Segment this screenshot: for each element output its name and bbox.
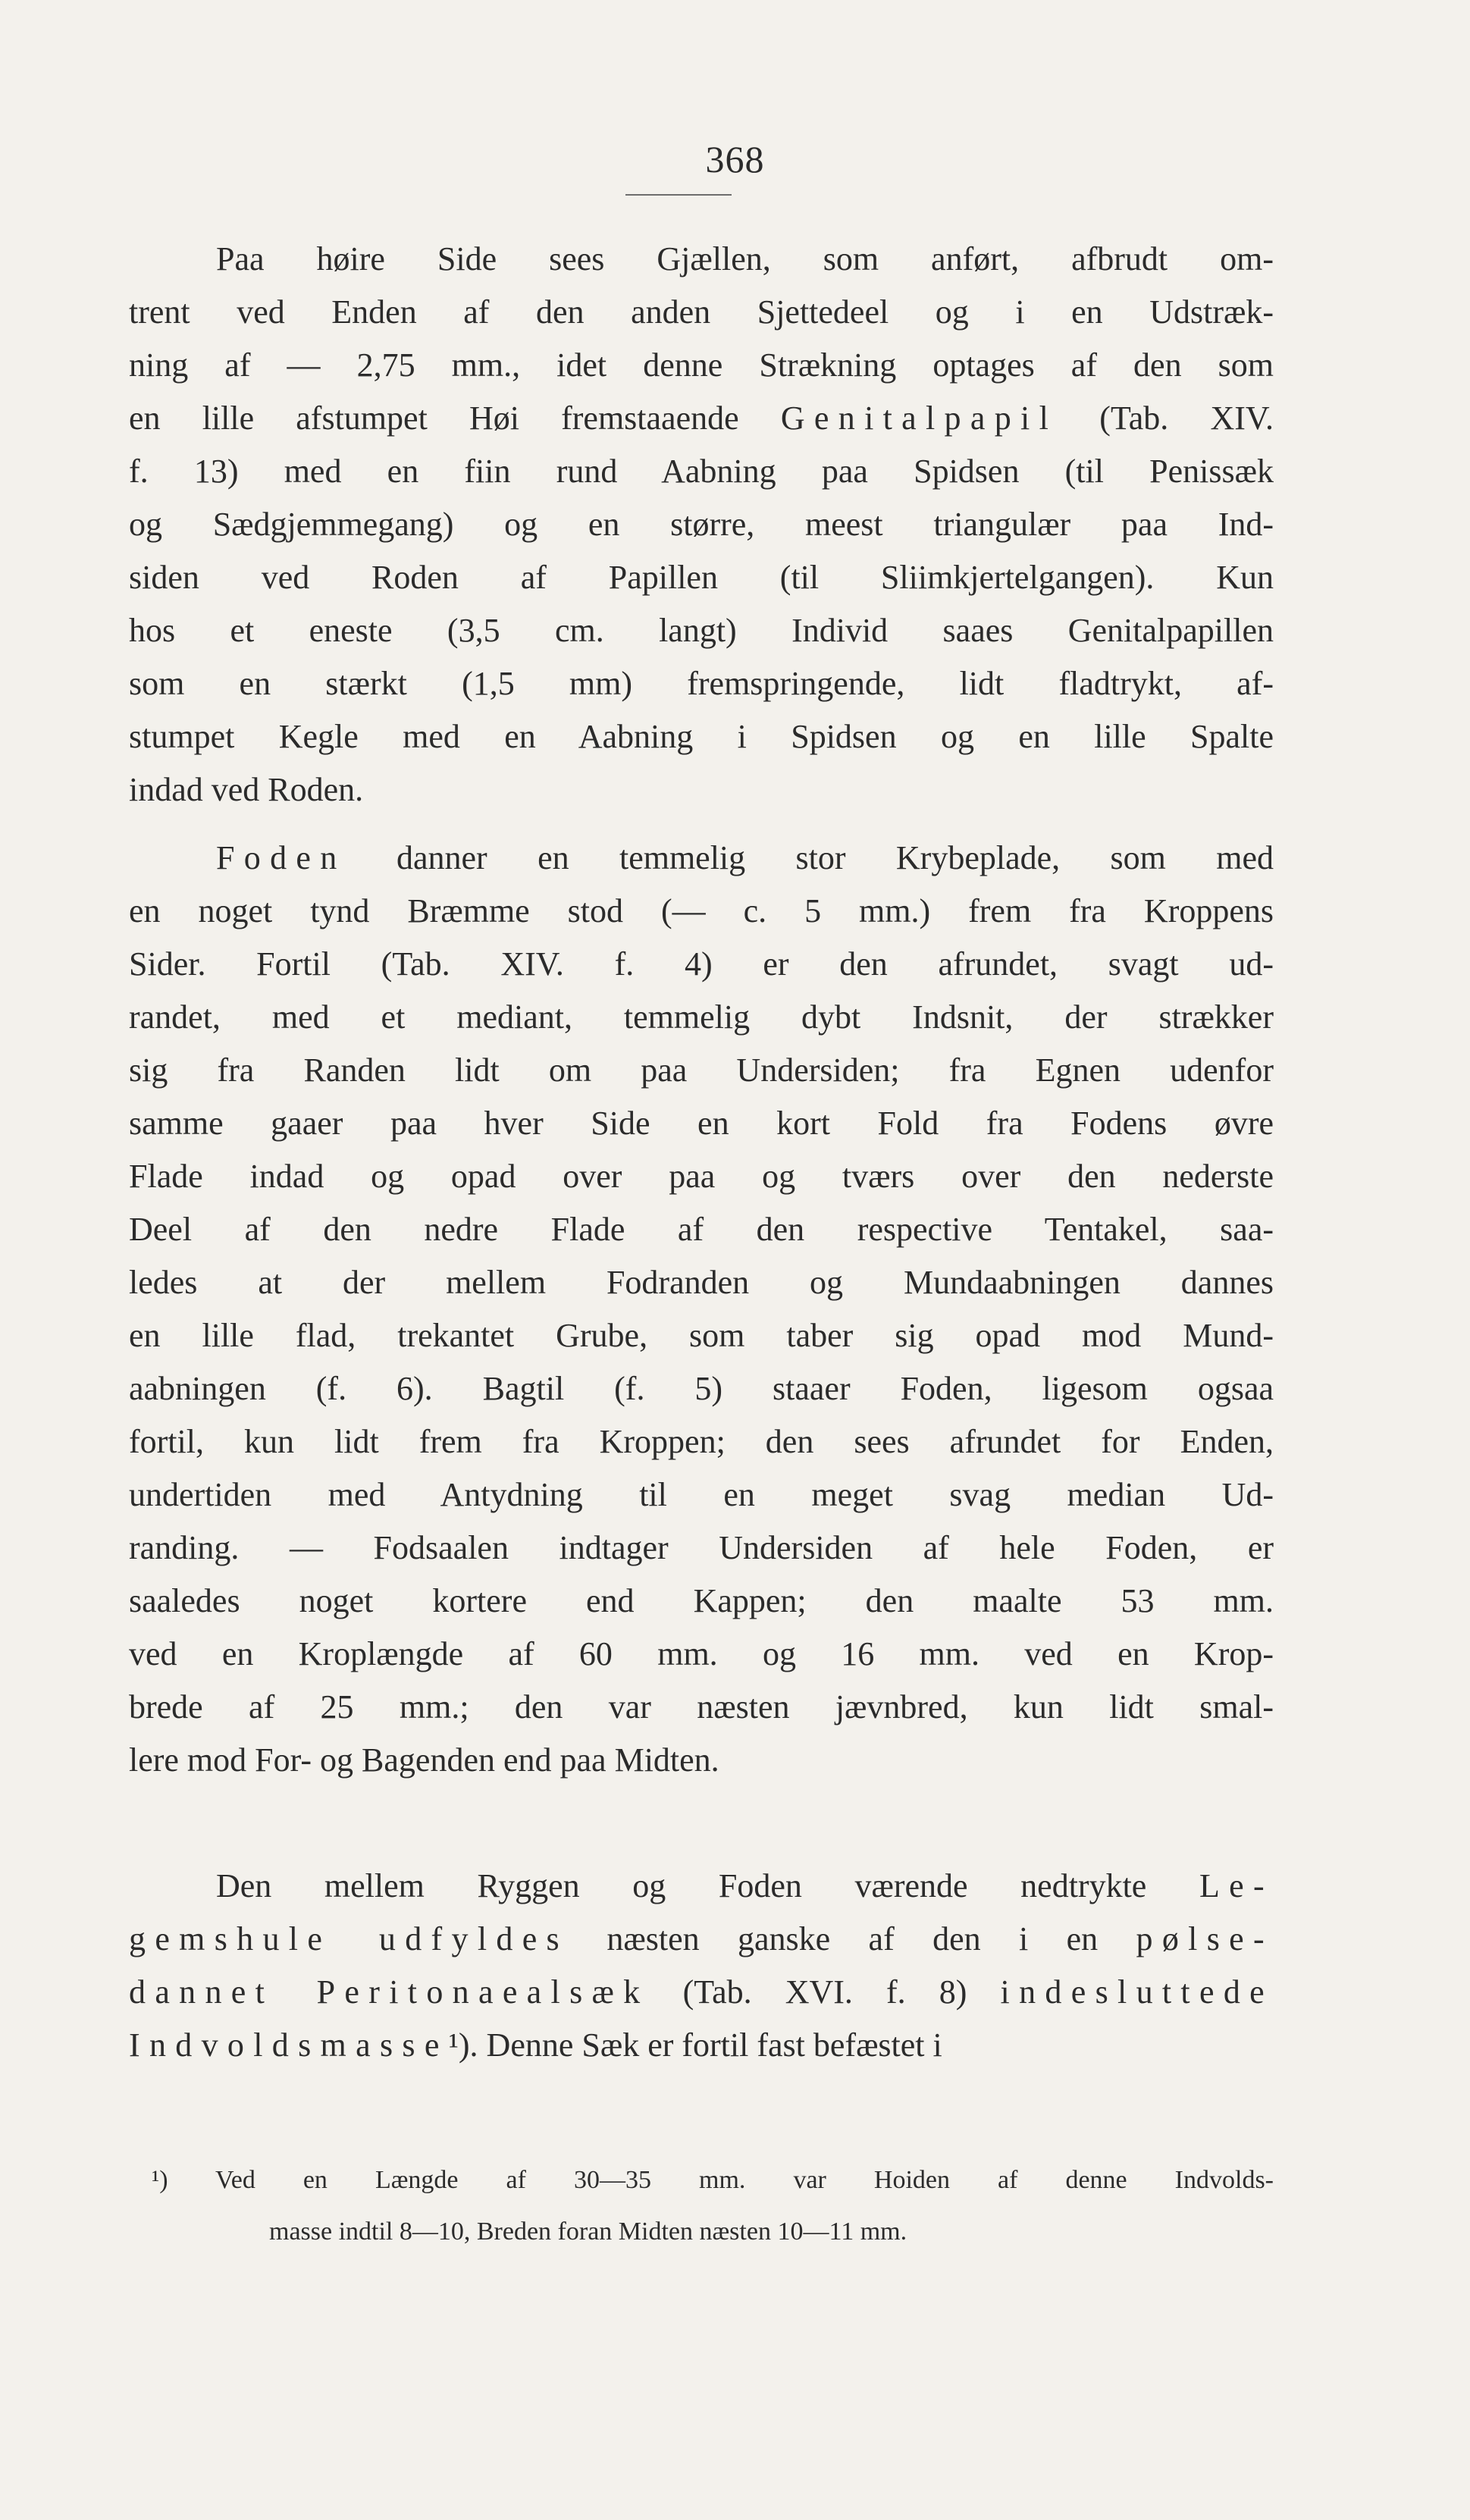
text-line (129, 1628, 1274, 1681)
text-line (129, 286, 1274, 339)
text-segment: næsten ganske af den i en (568, 1920, 1136, 1957)
text-line (129, 832, 1274, 885)
text-segment: brede af 25 mm.; den var næsten jævnbred, kun lidt smal- (129, 1688, 1274, 1725)
text-segment: lere mod For- og Bagenden end paa Midten. (129, 1741, 719, 1779)
spaced-term: Le- (1199, 1867, 1274, 1904)
text-segment: randet, med et mediant, temmelig dybt Indsnit, der strækker (129, 998, 1274, 1036)
paragraph-genital-papilla (129, 233, 1274, 816)
paragraph-visceral-cavity (129, 1860, 1274, 2072)
text-segment: ved en Kroplængde af 60 mm. og 16 mm. ved en Krop- (129, 1635, 1274, 1672)
spaced-term: Foden (216, 839, 346, 876)
paragraph-foot (129, 832, 1274, 1787)
text-segment: randing. — Fodsaalen indtager Undersiden af hele Foden, er (129, 1529, 1274, 1566)
footnote-text: masse indtil 8—10, Breden foran Midten næsten 10—11 mm. (269, 2218, 907, 2246)
text-line (129, 1203, 1274, 1256)
text-segment: Flade indad og opad over paa og tværs over den nederste (129, 1158, 1274, 1195)
text-line (129, 604, 1274, 657)
text-line (129, 1860, 1274, 1913)
text-segment: fortil, kun lidt frem fra Kroppen; den sees afrundet for Enden, (129, 1423, 1274, 1460)
text-line (129, 498, 1274, 551)
footnote-line (152, 2155, 1274, 2206)
text-line (129, 991, 1274, 1044)
text-line (129, 551, 1274, 604)
text-segment: sig fra Randen lidt om paa Undersiden; fra Egnen udenfor (129, 1052, 1274, 1089)
footnote (152, 2155, 1274, 2258)
text-segment: hos et eneste (3,5 cm. langt) Individ saaes Genitalpapillen (129, 612, 1274, 649)
text-segment: trent ved Enden af den anden Sjettedeel og i en Udstræk- (129, 293, 1274, 331)
text-segment: en noget tynd Bræmme stod (— c. 5 mm.) frem fra Kroppens (129, 892, 1274, 929)
header-rule (625, 194, 732, 196)
text-line (129, 1913, 1274, 1966)
text-line (129, 339, 1274, 392)
text-line (129, 1256, 1274, 1309)
text-line (129, 2019, 1274, 2072)
text-segment: Den mellem Ryggen og Foden værende nedtrykte (216, 1867, 1199, 1904)
text-line (129, 1522, 1274, 1575)
footnote-marker: ¹) (152, 2166, 215, 2194)
text-segment: og Sædgjemmegang) og en større, meest triangulær paa Ind- (129, 506, 1274, 543)
footnote-line (152, 2206, 1274, 2258)
page-number: 368 (705, 138, 765, 180)
text-segment: (Tab. XVI. f. 8) (649, 1973, 1001, 2011)
text-line (129, 1097, 1274, 1150)
text-line (129, 1681, 1274, 1734)
text-segment: saaledes noget kortere end Kappen; den maalte 53 mm. (129, 1582, 1274, 1619)
text-line (129, 1415, 1274, 1468)
spaced-term: Genitalpapil (780, 400, 1058, 437)
text-line (129, 938, 1274, 991)
text-line (129, 763, 1274, 816)
text-segment: en lille flad, trekantet Grube, som taber sig opad mod Mund- (129, 1317, 1274, 1354)
text-segment: Deel af den nedre Flade af den respective Tentakel, saa- (129, 1211, 1274, 1248)
text-line (129, 1734, 1274, 1787)
text-segment: ning af — 2,75 mm., idet denne Strækning optages af den som (129, 346, 1274, 384)
spaced-term: gemshule udfyldes (129, 1920, 569, 1957)
text-segment: (Tab. XIV. (1058, 400, 1274, 437)
spaced-term: dannet Peritonaealsæk (129, 1973, 650, 2011)
text-segment: siden ved Roden af Papillen (til Sliimkjertelgangen). Kun (129, 559, 1274, 596)
text-segment: en lille afstumpet Høi fremstaaende (129, 400, 781, 437)
text-segment: stumpet Kegle med en Aabning i Spidsen og en lille Spalte (129, 718, 1274, 755)
text-segment: undertiden med Antydning til en meget svag median Ud- (129, 1476, 1274, 1513)
text-segment: samme gaaer paa hver Side en kort Fold fra Fodens øvre (129, 1105, 1274, 1142)
text-segment: f. 13) med en fiin rund Aabning paa Spidsen (til Penissæk (129, 453, 1274, 490)
text-segment: som en stærkt (1,5 mm) fremspringende, lidt fladtrykt, af- (129, 665, 1274, 702)
spaced-term: pølse- (1136, 1920, 1274, 1957)
text-line (129, 885, 1274, 938)
text-line (129, 1468, 1274, 1522)
spaced-term: indesluttede (1000, 1973, 1274, 2011)
text-line (129, 392, 1274, 445)
text-segment: aabningen (f. 6). Bagtil (f. 5) staaer Foden, ligesom ogsaa (129, 1370, 1274, 1407)
text-line (129, 233, 1274, 286)
footnote-text: Ved en Længde af 30—35 mm. var Hoiden af denne Indvolds- (215, 2166, 1274, 2194)
text-segment: indad ved Roden. (129, 771, 364, 808)
text-line (129, 1150, 1274, 1203)
text-line (129, 1309, 1274, 1362)
text-line (129, 1362, 1274, 1415)
text-segment: Sider. Fortil (Tab. XIV. f. 4) er den afrundet, svagt ud- (129, 945, 1274, 983)
text-line (129, 1575, 1274, 1628)
text-segment: ledes at der mellem Fodranden og Mundaabningen dannes (129, 1264, 1274, 1301)
text-line (129, 445, 1274, 498)
spaced-term: Indvoldsmasse (129, 2026, 449, 2064)
text-line (129, 657, 1274, 710)
text-line (129, 710, 1274, 763)
text-segment: ¹). Denne Sæk er fortil fast befæstet i (448, 2026, 942, 2064)
text-line (129, 1966, 1274, 2019)
text-line (129, 1044, 1274, 1097)
text-segment: danner en temmelig stor Krybeplade, som med (346, 839, 1274, 876)
text-segment: Paa høire Side sees Gjællen, som anført, afbrudt om- (216, 240, 1274, 277)
